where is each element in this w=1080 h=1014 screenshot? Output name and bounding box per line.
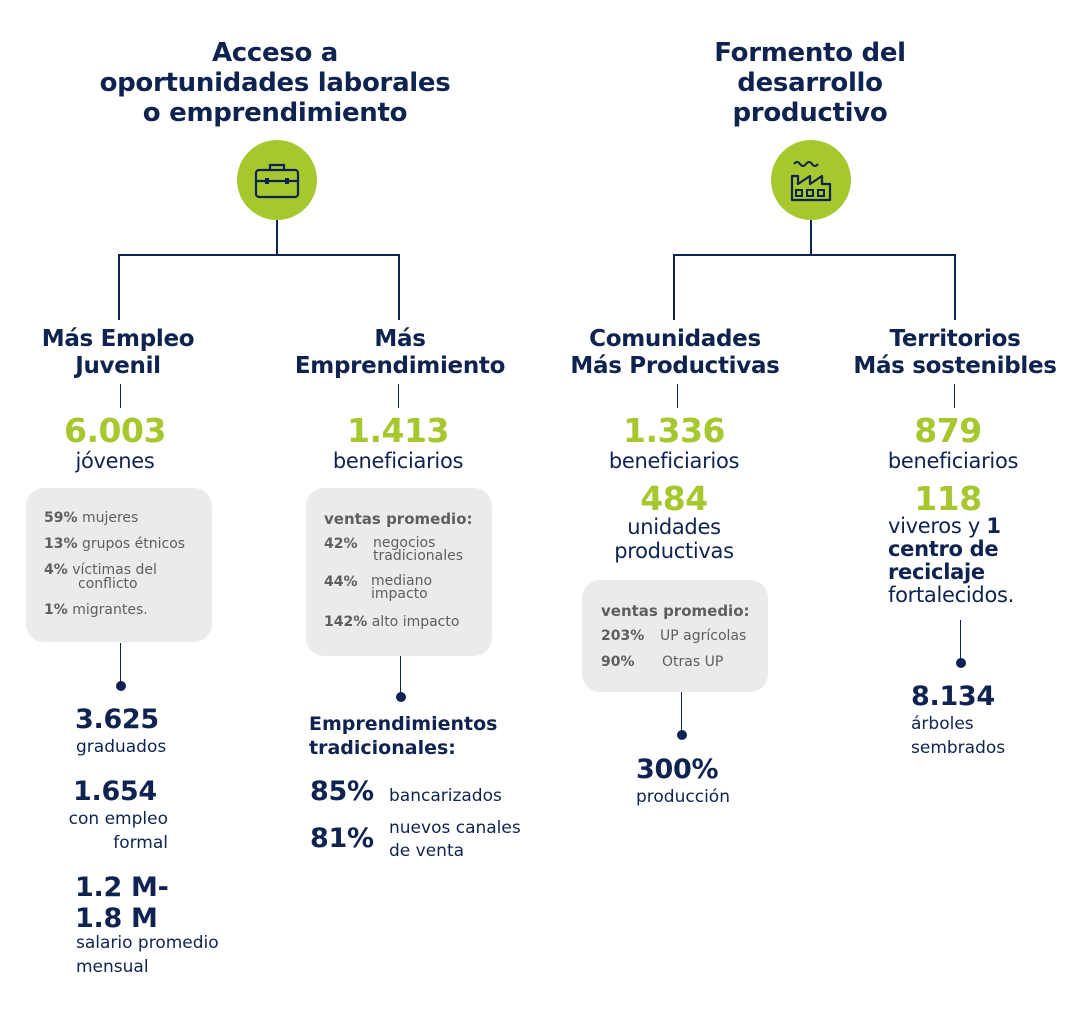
result-value: 300% [636, 754, 719, 785]
box-row: 203% [601, 628, 645, 644]
connector-line [276, 220, 278, 255]
sales-box [582, 580, 768, 692]
stat-label: beneficiarios [332, 449, 464, 473]
result-label: árboles sembrados [911, 714, 1006, 758]
box-row-text: UP agrícolas [660, 628, 747, 644]
stat-value: 1.336 [623, 411, 725, 450]
demographics-box [26, 488, 212, 642]
box-row: 59% mujeres [44, 510, 139, 526]
connector-line [118, 254, 120, 320]
connector-line [120, 643, 121, 683]
box-row: 44% [324, 574, 358, 590]
connector-dot [116, 681, 126, 691]
box-row: 90% [601, 654, 635, 670]
connector-line [120, 384, 121, 408]
result-label: bancarizados [389, 786, 502, 806]
column-title-emprendimiento: Más Emprendimiento [294, 326, 506, 379]
result-label: graduados [76, 737, 167, 757]
factory-icon [771, 140, 851, 220]
column-title-empleo-juvenil: Más Empleo Juvenil [41, 326, 195, 379]
result-label: con empleo formal [68, 809, 168, 853]
stat-label: beneficiarios [887, 449, 1019, 473]
stat2-value: 118 [914, 479, 982, 518]
box-row: 142% alto impacto [324, 614, 460, 630]
stat-value: 1.413 [347, 411, 449, 450]
result-value: 8.134 [911, 681, 995, 712]
connector-dot [677, 730, 687, 740]
connector-dot [956, 658, 966, 668]
result-label: nuevos canales de venta [389, 818, 521, 861]
result-value: 1.2 M- 1.8 M [75, 872, 169, 934]
box-row-text: mediano impacto [371, 573, 433, 602]
stat2-value: 484 [640, 479, 708, 518]
connector-line [960, 620, 961, 662]
result-label: salario promedio mensual [76, 933, 219, 977]
result-value: 1.654 [73, 776, 157, 807]
box-row: 4% víctimas del [44, 562, 157, 578]
stat-label: beneficiarios [608, 449, 740, 473]
connector-line [954, 384, 955, 408]
connector-line [810, 220, 812, 255]
connector-line [398, 384, 399, 408]
connector-line [118, 254, 400, 256]
connector-line [681, 692, 682, 732]
result-label: producción [636, 787, 730, 807]
box-heading: ventas promedio: [324, 510, 473, 528]
box-row: 1% migrantes. [44, 602, 148, 618]
column-title-territorios: Territorios Más sostenibles [853, 326, 1057, 379]
box-row-text: negocios tradicionales [373, 535, 464, 564]
result-value: 3.625 [75, 704, 159, 735]
connector-line [673, 254, 675, 320]
sales-box [306, 488, 492, 656]
connector-dot [396, 692, 406, 702]
box-row-continuation: conflicto [78, 576, 138, 592]
results-heading: Emprendimientos tradicionales: [309, 713, 498, 759]
box-row-text: Otras UP [662, 654, 724, 670]
box-row: 42% [324, 536, 358, 552]
stat-value: 879 [914, 411, 982, 450]
left-group-title: Acceso a oportunidades laborales o emprendimiento [99, 38, 451, 128]
connector-line [673, 254, 956, 256]
column-title-comunidades: Comunidades Más Productivas [570, 326, 780, 379]
connector-line [398, 254, 400, 320]
connector-line [954, 254, 956, 320]
box-heading: ventas promedio: [601, 602, 750, 620]
result-value: 81% [310, 823, 374, 854]
result-value: 85% [310, 776, 374, 807]
stat2-description: viveros y 1 centro de reciclaje fortalecidos. [888, 514, 1015, 607]
connector-line [677, 384, 678, 408]
box-row: 13% grupos étnicos [44, 536, 186, 552]
right-group-title: Formento del desarrollo productivo [714, 38, 906, 128]
stat-label: jóvenes [75, 449, 155, 473]
briefcase-icon [237, 140, 317, 220]
stat2-label: unidades productivas [614, 515, 734, 563]
stat-value: 6.003 [64, 411, 166, 450]
connector-line [400, 656, 401, 694]
